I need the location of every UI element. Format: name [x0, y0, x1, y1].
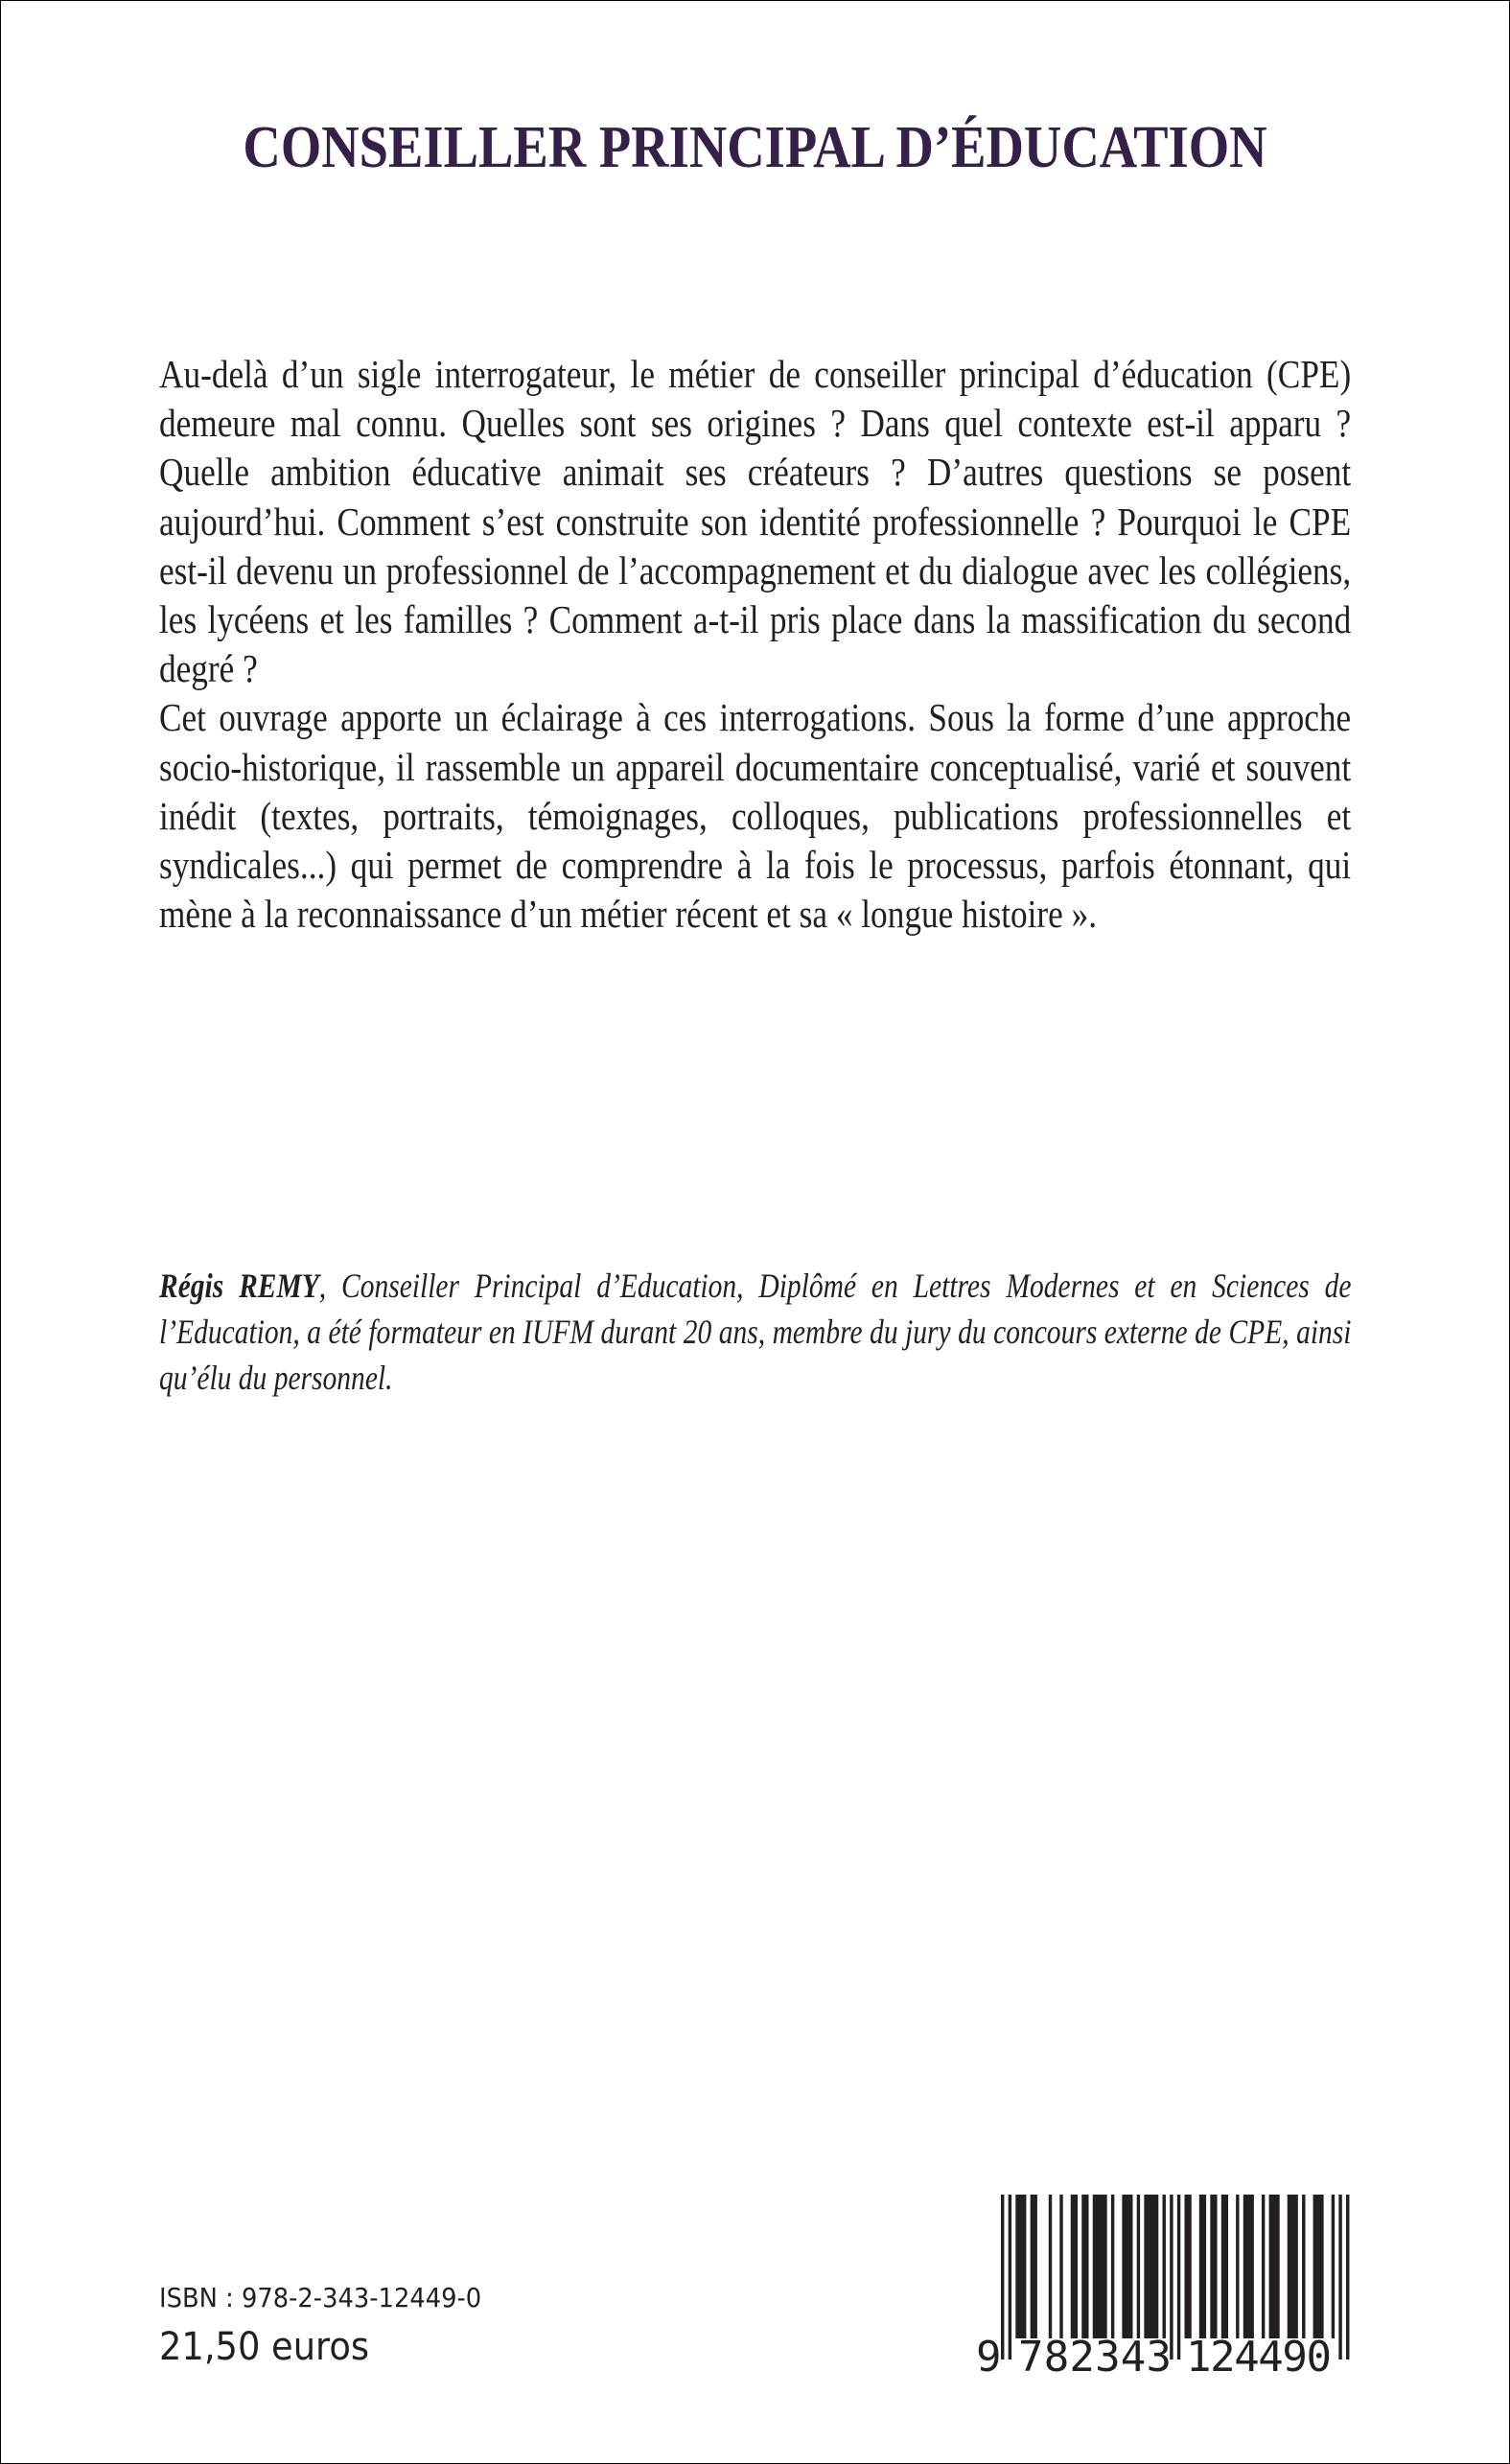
book-title: CONSEILLER PRINCIPAL D’ÉDUCATION: [243, 115, 1267, 180]
blurb: [159, 350, 1351, 939]
barcode-guard-bar: [1001, 2195, 1004, 2359]
barcode-bar: [1059, 2195, 1062, 2338]
author-description: , Conseiller Principal d’Education, Diplômé en Lettres Modernes et en Sciences de l’Education, a été formateur en IUFM durant 20 ans, membre du jury du concours externe de CPE, ainsi qu’élu du personnel.: [159, 1267, 1352, 1397]
barcode-bar: [1313, 2195, 1324, 2338]
author-name: Régis REMY: [159, 1267, 319, 1305]
barcode-bar: [1111, 2195, 1114, 2338]
barcode-bar: [1185, 2195, 1192, 2338]
barcode-bar: [1221, 2195, 1228, 2338]
barcode-graphic: [976, 2193, 1359, 2384]
barcode-bar: [1236, 2195, 1239, 2338]
barcode-bar: [1199, 2195, 1206, 2338]
barcode-bar: [1031, 2195, 1037, 2338]
barcode-digit-first: 9: [976, 2333, 1002, 2382]
barcode-bar: [1144, 2195, 1158, 2338]
isbn-number: ISBN : 978-2-343-12449-0: [159, 2282, 482, 2313]
author-bio: [159, 1263, 1351, 1401]
barcode-bar: [1210, 2195, 1217, 2338]
barcode-bar: [1243, 2195, 1254, 2338]
barcode-bar: [1269, 2195, 1280, 2338]
barcode-bar: [1015, 2195, 1026, 2338]
barcode-guard-bar: [1009, 2195, 1011, 2359]
barcode-guard-bar: [1338, 2195, 1341, 2359]
blurb-paragraph-2: Cet ouvrage apporte un éclairage à ces interrogations. Sous la forme d’une approche socio-historique, il rassemble un appareil documentaire conceptualisé, varié et souvent inédit (textes, portraits, témoignages, colloques, publications professionnelles et syndicales...) qui permet de comprendre à la fois le processus, parfois étonnant, qui mène à la reconnaissance d’un métier récent et sa « longue histoire ».: [159, 695, 1352, 937]
barcode-bar: [1288, 2195, 1298, 2338]
barcode-bar: [1332, 2195, 1335, 2338]
barcode-bar: [1302, 2195, 1305, 2338]
barcode-bar: [1137, 2195, 1140, 2338]
barcode-bar: [1049, 2195, 1052, 2338]
blurb-paragraph-1: Au-delà d’un sigle interrogateur, le métier de conseiller principal d’éducation (CPE) demeure mal connu. Quelles sont ses origines ? Dans quel contexte est-il apparu ? Quelle ambition éducative animait ses créateurs ? D’autres questions se posent aujourd’hui. Comment s’est construite son identité professionnelle ? Pourquoi le CPE est-il devenu un professionnel de l’accompagnement et du dialogue avec les collégiens, les lycéens et les familles ? Comment a-t-il pris place dans la massification du second degré ?: [159, 352, 1352, 691]
barcode-digits-right: 124490: [1186, 2333, 1332, 2382]
isbn-barcode: [976, 2193, 1359, 2384]
blurb-body: [159, 350, 1351, 939]
barcode-guard-bar: [1177, 2195, 1180, 2359]
barcode-digits-left: 782343: [1018, 2333, 1172, 2382]
author-bio-body: [159, 1263, 1351, 1401]
barcode-guard-bar: [1346, 2195, 1349, 2359]
barcode-bar: [1071, 2195, 1078, 2338]
barcode-bar: [1262, 2195, 1265, 2338]
price: 21,50 euros: [159, 2325, 370, 2369]
barcode-bar: [1081, 2195, 1088, 2338]
barcode-bar: [1093, 2195, 1107, 2338]
barcode-bar: [1122, 2195, 1132, 2338]
barcode-bar: [1163, 2195, 1166, 2338]
